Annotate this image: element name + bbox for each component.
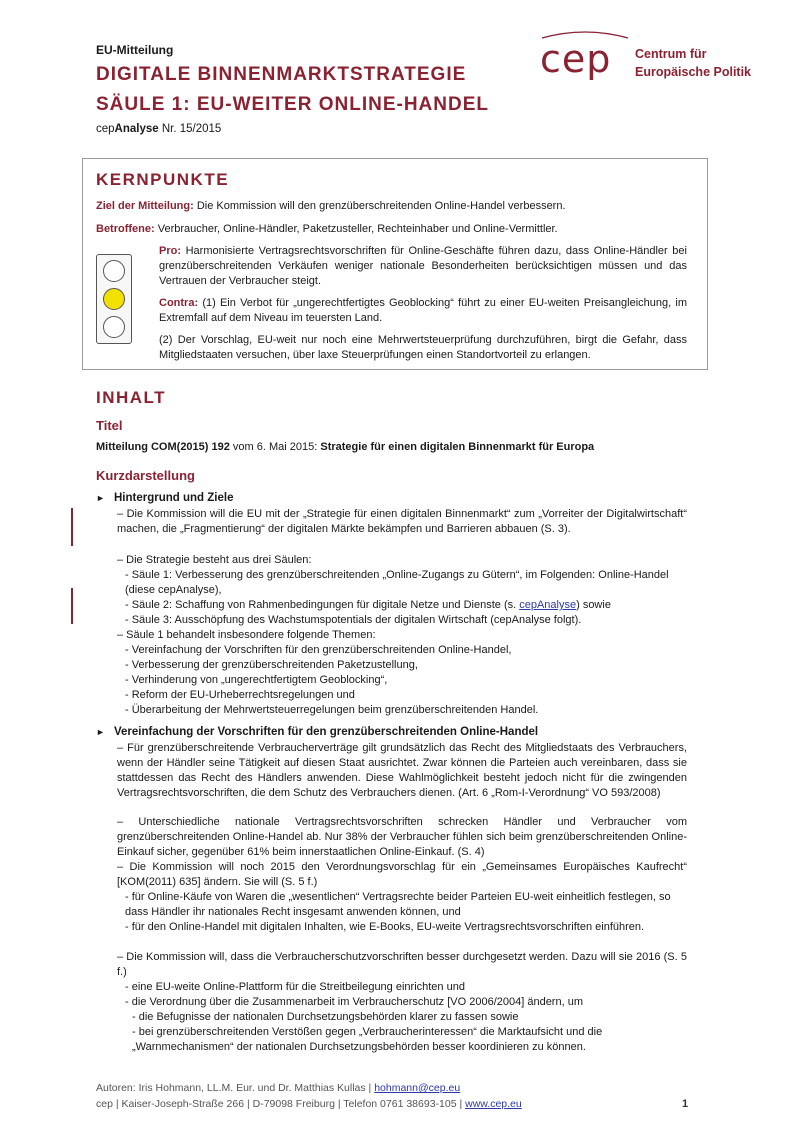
pro-text: Pro: Harmonisierte Vertragsrechtsvorschriften für Online-Geschäfte führen dazu, dass Online-Händler bei grenzüberschreitenden Verkäufen weniger nationale Besonderheiten berücksichtigen müssen und das Vertrauen der Verbraucher steigt. [159, 245, 687, 287]
contra-text: Contra: (1) Ein Verbot für „ungerechtfertigtes Geoblocking“ führt zu einer EU-weiten Preisangleichung, im Extremfall auf dem Niveau im teuersten Land. [159, 297, 687, 324]
page-number: 1 [682, 1098, 689, 1110]
traffic-light-icon [96, 254, 132, 344]
list-item: – Die Kommission will noch 2015 den Verordnungsvorschlag für ein „Gemeinsames Europäisches Kaufrecht“ [KOM(2011) 635] ändern. Sie will (S. 5 f.) [117, 861, 687, 888]
list-item: - Überarbeitung der Mehrwertsteuerregelungen beim grenzüberschreitenden Handel. [125, 704, 539, 716]
triangle-bullet-icon: ► [96, 493, 105, 503]
list-item: - für den Online-Handel mit digitalen Inhalten, wie E-Books, EU-weite Vertragsrechtsvorschriften einführen. [125, 921, 645, 933]
list-item: - Verbesserung der grenzüberschreitenden Paketzustellung, [125, 659, 418, 671]
traffic-light-top-lamp [103, 260, 125, 282]
list-item: – Die Kommission will, dass die Verbraucherschutzvorschriften besser durchgesetzt werden. Dazu will sie 2016 (S. 5 f.) [117, 951, 687, 978]
cep-analysis-link[interactable]: cepAnalyse [519, 599, 577, 611]
logo-name: Centrum für Europäische Politik [635, 47, 752, 79]
list-item: - Vereinfachung der Vorschriften für den grenzüberschreitenden Online-Handel, [125, 644, 512, 656]
list-item: – Unterschiedliche nationale Vertragsrechtsvorschriften schrecken Händler und Verbraucher vom grenzüberschreitenden Online-Handel ab. Nur 38% der Verbraucher fühlen sich beim grenzüberschreitenden Online-Einkauf sicher, gegenüber 61% beim innerstaatlichen Online-Einkauf. (S. 4) [117, 816, 687, 858]
summary-heading: Kurzdarstellung [96, 468, 195, 483]
content-heading: INHALT [96, 388, 167, 407]
title-heading: Titel [96, 418, 123, 433]
footer-authors: Autoren: Iris Hohmann, LL.M. Eur. und Dr. Matthias Kullas | hohmann@cep.eu [96, 1082, 461, 1094]
key-points-heading: KERNPUNKTE [96, 170, 230, 189]
list-item: – Für grenzüberschreitende Verbraucherverträge gilt grundsätzlich das Recht des Mitgliedstaats des Verbrauchers, wenn der Händler seine Tätigkeit auf diesen Staat ausrichtet. Zwar können die Parteien auch vereinbaren, dass sie stattdessen das Recht des Händlers anwenden. Diese Wahlmöglichkeit besteht jedoch nicht für die zwingenden Vertragsrechtsvorschriften, die dem Schutz des Verbrauchers dienen. (Art. 6 „Rom-I-Verordnung“ VO 593/2008) [117, 742, 687, 799]
traffic-light-bottom-lamp [103, 316, 125, 338]
document-title-line1: DIGITALE BINNENMARKTSTRATEGIE [96, 64, 467, 85]
contra2-text: (2) Der Vorschlag, EU-weit nur noch eine Mehrwertsteuerprüfung durchzuführen, birgt die Gefahr, dass Mitgliedstaaten versuchen, über laxe Steuerprüfungen einen Standortvorteil zu erlangen. [159, 334, 687, 361]
change-bar [71, 508, 73, 546]
logo-word: cep [540, 37, 612, 81]
section-heading-simplification: ► Vereinfachung der Vorschriften für den grenzüberschreitenden Online-Handel [96, 726, 539, 738]
list-item: - die Befugnisse der nationalen Durchsetzungsbehörden klarer zu fassen sowie [132, 1011, 519, 1023]
list-item: - für Online-Käufe von Waren die „wesentlichen“ Vertragsrechte beider Parteien EU-weit einheitlich festlegen, so dass Händler ihr nationales Recht insgesamt anwenden können, und [125, 891, 671, 918]
list-item: – Die Strategie besteht aus drei Säulen: [117, 554, 312, 566]
document-title-line2: SÄULE 1: EU-WEITER ONLINE-HANDEL [96, 94, 489, 115]
list-item: - Reform der EU-Urheberrechtsregelungen und [125, 689, 355, 701]
list-item: - eine EU-weite Online-Plattform für die Streitbeilegung einrichten und [125, 981, 465, 993]
section-heading-background: ► Hintergrund und Ziele [96, 492, 234, 504]
series-label: EU-Mitteilung [96, 43, 174, 57]
list-item: – Die Kommission will die EU mit der „Strategie für einen digitalen Binnenmarkt“ zum „Vorreiter der Digitalwirtschaft“ machen, die „Fragmentierung“ der digitalen Märkte bekämpfen und Barrieren abbauen (S. 3). [117, 508, 687, 535]
list-item: - Säule 2: Schaffung von Rahmenbedingungen für digitale Netze und Dienste (s. cepAnalyse) sowie [125, 599, 611, 611]
affected-line: Betroffene: Verbraucher, Online-Händler, Paketzusteller, Rechteinhaber und Online-Vermittler. [96, 223, 558, 235]
website-link[interactable]: www.cep.eu [465, 1098, 522, 1110]
change-bar [71, 588, 73, 624]
list-item: - bei grenzüberschreitenden Verstößen gegen „Verbraucherinteressen“ die Marktaufsicht und die „Warnmechanismen“ der nationalen Durchsetzungsbehörden besser koordinieren zu können. [132, 1026, 603, 1053]
list-item: - Säule 3: Ausschöpfung des Wachstumspotentials der digitalen Wirtschaft (cepAnalyse folgt). [125, 614, 582, 626]
footer-address: cep | Kaiser-Joseph-Straße 266 | D-79098 Freiburg | Telefon 0761 38693-105 | www.cep.eu [96, 1098, 522, 1110]
analysis-number: cepAnalyse Nr. 15/2015 [96, 123, 222, 135]
list-item: - Verhinderung von „ungerechtfertigtem Geoblocking“, [125, 674, 388, 686]
list-item: - Säule 1: Verbesserung des grenzüberschreitenden „Online-Zugangs zu Gütern“, im Folgenden: Online-Handel (diese cepAnalyse), [125, 569, 669, 596]
author-email-link[interactable]: hohmann@cep.eu [374, 1082, 461, 1094]
goal-line: Ziel der Mitteilung: Die Kommission will den grenzüberschreitenden Online-Handel verbessern. [96, 200, 566, 212]
traffic-light-yellow-lamp [103, 288, 125, 310]
list-item: - die Verordnung über die Zusammenarbeit im Verbraucherschutz [VO 2006/2004] ändern, um [125, 996, 583, 1008]
document-reference: Mitteilung COM(2015) 192 vom 6. Mai 2015: Strategie für einen digitalen Binnenmarkt für Europa [96, 441, 595, 453]
list-item: – Säule 1 behandelt insbesondere folgende Themen: [117, 629, 376, 641]
triangle-bullet-icon: ► [96, 727, 105, 737]
